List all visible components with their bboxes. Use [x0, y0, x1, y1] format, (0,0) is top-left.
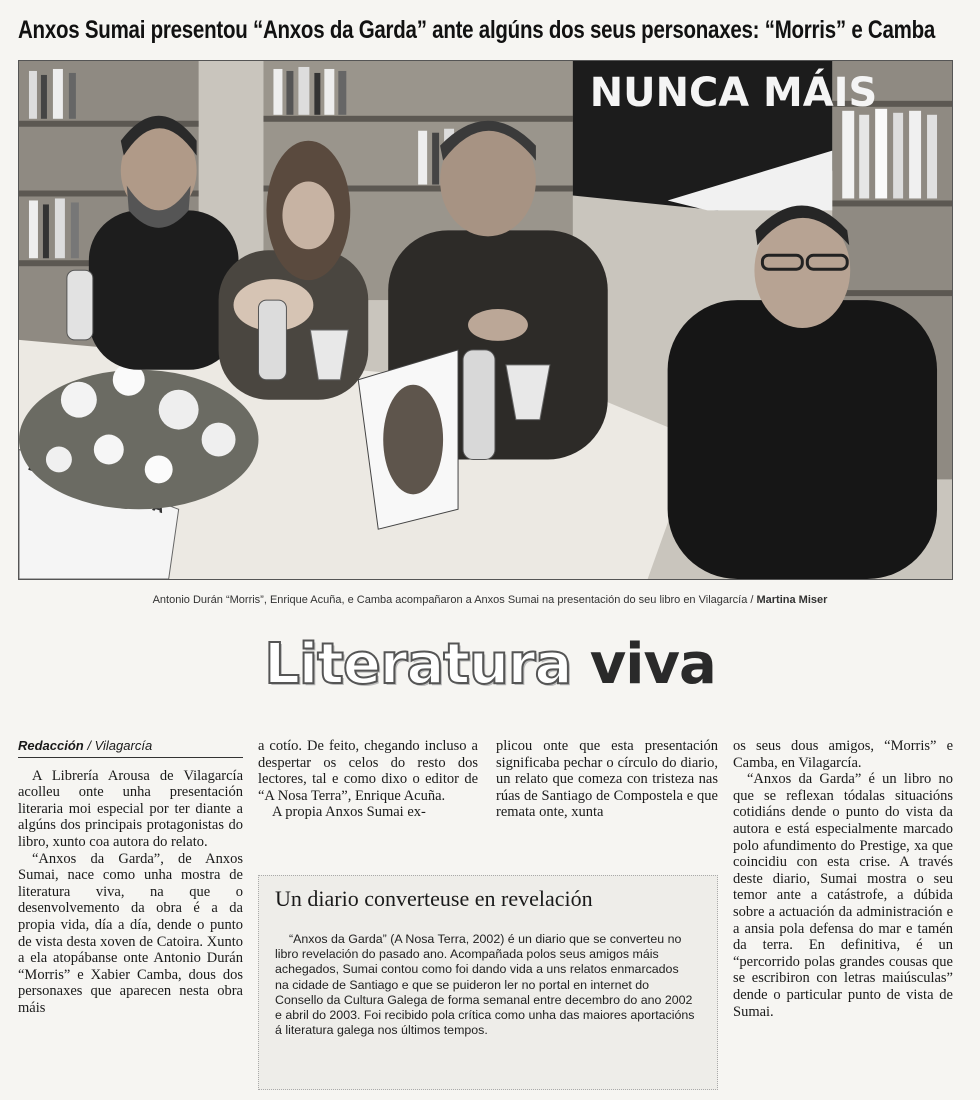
- article-photo: [18, 60, 953, 580]
- paragraph: A Librería Arousa de Vilagarcía acolleu onte unha presentación literaria moi especial por ter diante a algúns dos principais protagonistas do libro, xunto coa autora do relato.: [18, 767, 243, 850]
- title-dark-word: viva: [589, 632, 716, 697]
- paragraph: plicou onte que esta presentación significaba pechar o círculo do diario, un relato que comeza con tristeza nas rúas de Santiago de Compostela e que remata onte, xunta: [496, 738, 718, 821]
- article-column-4: [733, 738, 953, 1020]
- svg-text:NUNCA MÁIS: NUNCA MÁIS: [589, 69, 878, 116]
- paragraph: os seus dous amigos, “Morris” e Camba, en Vilagarcía.: [733, 738, 953, 771]
- section-title: [0, 632, 980, 697]
- title-light-word: Literatura: [264, 632, 572, 697]
- byline-place: / Vilagarcía: [87, 738, 153, 753]
- paragraph: A propia Anxos Sumai ex-: [272, 804, 426, 821]
- protest-banner: [573, 61, 877, 210]
- photo-caption: [0, 594, 980, 606]
- article-headline: Anxos Sumai presentou “Anxos da Garda” ante algúns dos seus personaxes: “Morris” e Camba: [18, 16, 936, 44]
- photo-credit: Martina Miser: [756, 594, 828, 606]
- sidebar-box-text: “Anxos da Garda” (A Nosa Terra, 2002) é un diario que se converteu no libro revelación do pasado ano. Acompañada polos seus amigos máis achegados, Sumai contou como foi dando vida a uns relatos enmarcados na cidade de Santiago e que se puideron ler no portal en internet do Consello da Cultura Galega de forma semanal entre decembro do ano 2002 e abril do 2003. Foi recibido pola crítica como unha das maiores aportacións á literatura galega nos últimos tempos.: [275, 932, 695, 1038]
- byline: [18, 738, 243, 758]
- article-column-3: [496, 738, 718, 821]
- article-column-2: [258, 738, 478, 821]
- sidebar-box-title: Un diario converteuse en revelación: [275, 886, 593, 911]
- sidebar-box: [258, 875, 718, 1090]
- paragraph: “Anxos da Garda”, de Anxos Sumai, nace como unha mostra de literatura viva, na que o desenvolvemento da obra é a da propia vida, día a día, dende o punto de vista desta xoven de Catoira. Xunto a ela atopábanse onte Antonio Durán “Morris” e Xabier Camba, dous dos personaxes que aparecen nesta obra máis: [18, 850, 243, 1016]
- caption-text: Antonio Durán “Morris”, Enrique Acuña, e Camba acompañaron a Anxos Sumai na presentación do seu libro en Vilagarcía /: [152, 594, 754, 606]
- paragraph: “Anxos da Garda” é un libro no que se reflexan tódalas situacións cotidiáns dende o punto do vista da autora e está especialmente marcado polo afundimento do Prestige, xa que coincidiu con esta crise. A través deste diario, Sumai mostra o seu temor ante a catástrofe, a dúbida sobre a actuación da administración e a ansia pola defensa do mar e tamén da terra. En definitiva, é un “percorrido polas grandes cousas que se escribiron con letras maiúsculas” dende o particular punto de vista de Sumai.: [733, 771, 953, 1020]
- article-column-1: [18, 738, 243, 1017]
- photo-illustration: [19, 61, 952, 579]
- paragraph: a cotío. De feito, chegando incluso a despertar os celos do resto dos lectores, tal e como dixo o editor de “A Nosa Terra”, Enrique Acuña.: [258, 738, 478, 804]
- byline-author: Redacción: [18, 738, 84, 753]
